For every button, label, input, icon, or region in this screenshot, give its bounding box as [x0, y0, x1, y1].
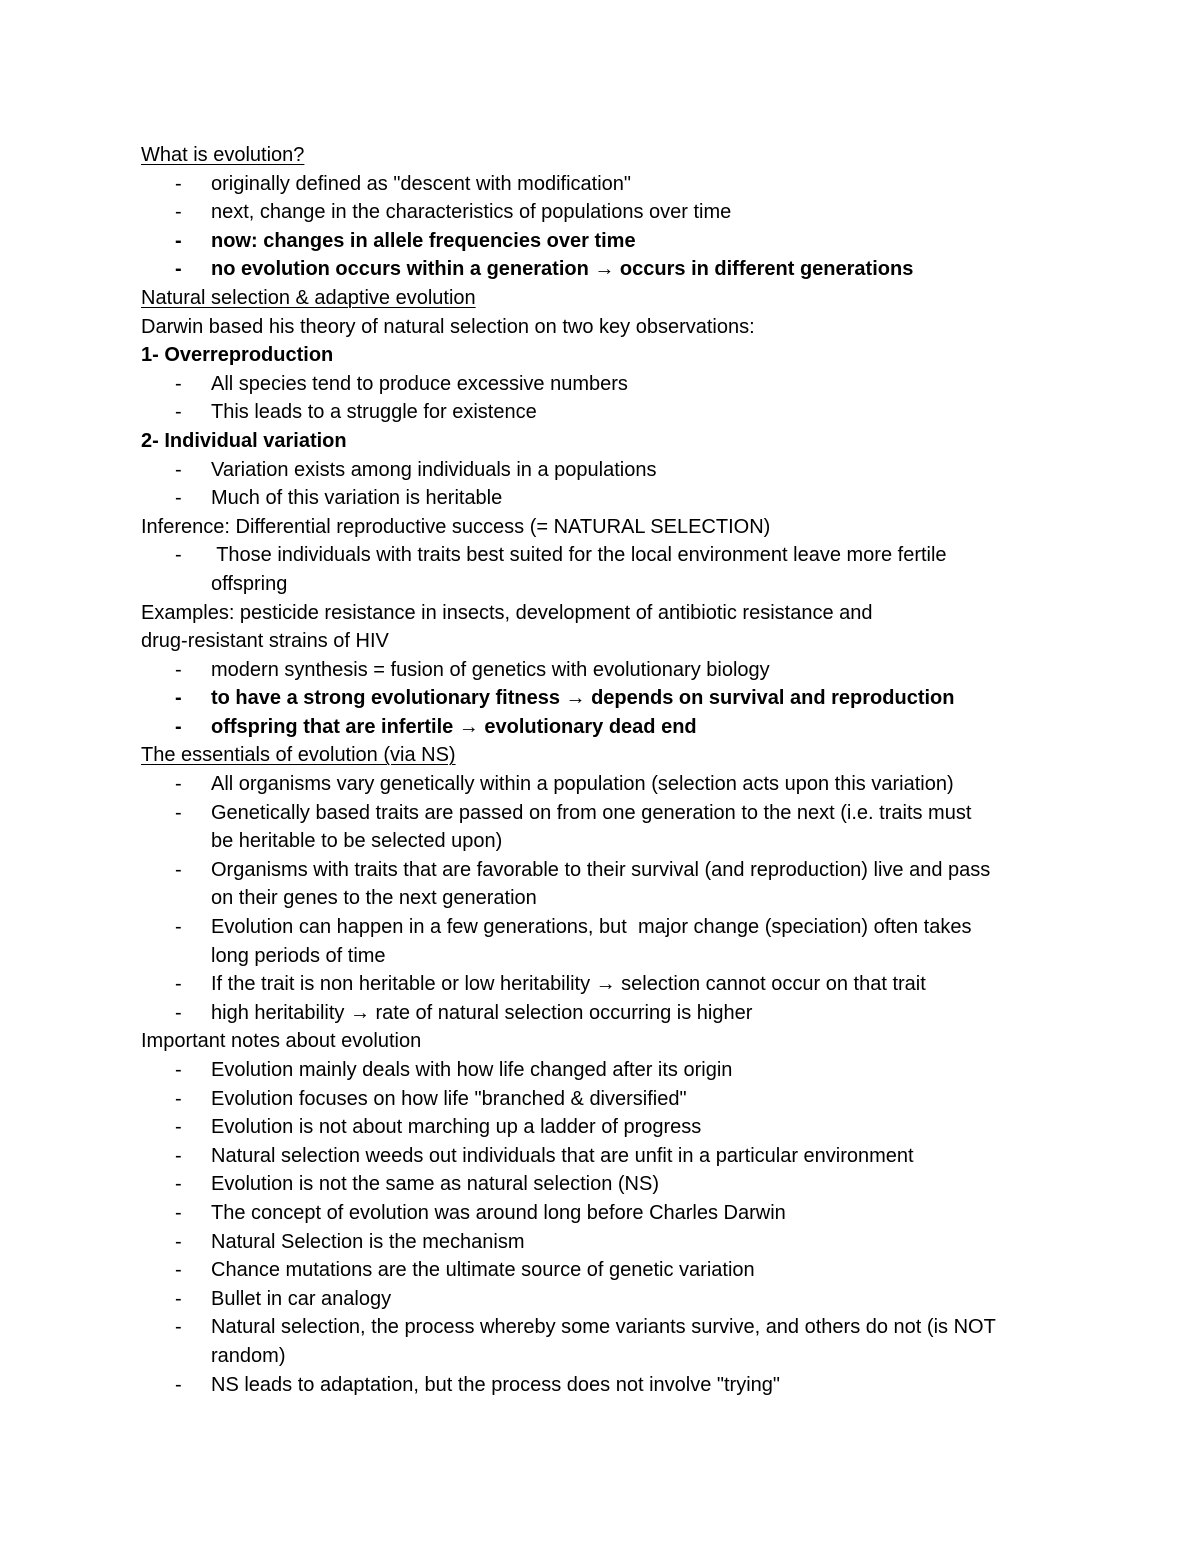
list-item: [141, 856, 1081, 913]
list-item: [141, 970, 1081, 999]
bullet-dash: -: [175, 372, 182, 395]
list-item-text: Natural selection, the process whereby some variants survive, and others do not (is NOT: [211, 1316, 996, 1339]
bullet-dash: -: [175, 1230, 182, 1253]
list-item-text: Bullet in car analogy: [211, 1287, 392, 1310]
list-item-text: modern synthesis = fusion of genetics with evolutionary biology: [211, 658, 770, 681]
list-item: [141, 713, 1081, 742]
section-heading-essentials: The essentials of evolution (via NS): [141, 744, 456, 767]
list-item-text-continued: random): [211, 1344, 286, 1367]
bullet-dash: -: [175, 715, 182, 738]
list-item: [141, 170, 1081, 199]
bullet-dash: -: [175, 858, 182, 881]
list-item-text: NS leads to adaptation, but the process does not involve "trying": [211, 1373, 780, 1396]
list-item: [141, 770, 1081, 799]
list-item: [141, 1256, 1081, 1285]
section-heading-what-is-evolution: What is evolution?: [141, 144, 305, 166]
list-item-text: Natural selection weeds out individuals that are unfit in a particular environment: [211, 1144, 914, 1167]
paragraph-intro: Darwin based his theory of natural selection on two key observations:: [141, 315, 755, 338]
list-item-text: to have a strong evolutionary fitness → depends on survival and reproduction: [211, 687, 955, 710]
bullet-dash: -: [175, 1087, 182, 1110]
list-item: [141, 1170, 1081, 1199]
list-item-text: All species tend to produce excessive numbers: [211, 372, 628, 395]
list-item: [141, 1113, 1081, 1142]
list-item-text-continued: be heritable to be selected upon): [211, 830, 503, 853]
list-item-text-continued: offspring: [211, 572, 288, 595]
list-item-text: originally defined as "descent with modification": [211, 172, 631, 195]
list-item: [141, 227, 1081, 256]
observation-title-overreproduction: 1- Overreproduction: [141, 344, 334, 367]
bullet-dash: -: [175, 487, 182, 510]
paragraph-examples-continued: drug-resistant strains of HIV: [141, 630, 389, 653]
list-item: [141, 456, 1081, 485]
bullet-list: [141, 656, 1081, 742]
list-item: [141, 684, 1081, 713]
list-item: [141, 913, 1081, 970]
bullet-list: [141, 456, 1081, 513]
list-item: [141, 656, 1081, 685]
document-page: [141, 141, 1081, 1399]
list-item-text: Variation exists among individuals in a populations: [211, 458, 657, 481]
list-item-text: offspring that are infertile → evolutionary dead end: [211, 715, 697, 738]
bullet-dash: -: [175, 1316, 182, 1339]
list-item-text: now: changes in allele frequencies over time: [211, 229, 636, 252]
list-item: [141, 484, 1081, 513]
list-item: [141, 398, 1081, 427]
list-item: [141, 1371, 1081, 1400]
list-item-text: Evolution is not about marching up a ladder of progress: [211, 1116, 702, 1139]
list-item: [141, 799, 1081, 856]
list-item-text: Genetically based traits are passed on from one generation to the next (i.e. traits must: [211, 801, 972, 824]
list-item: [141, 1056, 1081, 1085]
bullet-dash: -: [175, 458, 182, 481]
list-item-text: Evolution mainly deals with how life changed after its origin: [211, 1059, 733, 1081]
list-item: [141, 1199, 1081, 1228]
bullet-dash: -: [175, 229, 182, 252]
bullet-dash: -: [175, 801, 182, 824]
list-item-text: Chance mutations are the ultimate source of genetic variation: [211, 1259, 755, 1282]
bullet-dash: -: [175, 1059, 182, 1081]
list-item-text: Organisms with traits that are favorable to their survival (and reproduction) live and pass: [211, 858, 991, 881]
paragraph-examples: Examples: pesticide resistance in insects, development of antibiotic resistance and: [141, 601, 873, 624]
list-item-text: Those individuals with traits best suited for the local environment leave more fertile: [211, 544, 947, 567]
list-item-text: Evolution is not the same as natural selection (NS): [211, 1173, 659, 1196]
list-item-text: Evolution focuses on how life "branched & diversified": [211, 1087, 687, 1110]
list-item-text: Much of this variation is heritable: [211, 487, 503, 510]
bullet-dash: -: [175, 973, 182, 996]
paragraph-inference: Inference: Differential reproductive success (= NATURAL SELECTION): [141, 515, 771, 538]
list-item: [141, 999, 1081, 1028]
list-item-text: All organisms vary genetically within a population (selection acts upon this variation): [211, 773, 954, 796]
list-item: [141, 541, 1081, 598]
bullet-dash: -: [175, 1373, 182, 1396]
bullet-dash: -: [175, 401, 182, 424]
list-item: [141, 1285, 1081, 1314]
bullet-dash: -: [175, 1201, 182, 1224]
list-item: [141, 1313, 1081, 1370]
list-item-text: high heritability → rate of natural selection occurring is higher: [211, 1001, 753, 1024]
bullet-dash: -: [175, 1287, 182, 1310]
bullet-dash: -: [175, 658, 182, 681]
bullet-list: [141, 370, 1081, 427]
list-item: [141, 198, 1081, 227]
bullet-dash: -: [175, 687, 182, 710]
bullet-dash: -: [175, 773, 182, 796]
observation-title-individual-variation: 2- Individual variation: [141, 429, 347, 452]
list-item-text: The concept of evolution was around long before Charles Darwin: [211, 1201, 786, 1224]
list-item-text-continued: long periods of time: [211, 944, 386, 967]
list-item: [141, 1142, 1081, 1171]
list-item-text: Natural Selection is the mechanism: [211, 1230, 525, 1253]
list-item-text: no evolution occurs within a generation → occurs in different generations: [211, 258, 914, 281]
bullet-list: [141, 541, 1081, 598]
list-item-text: If the trait is non heritable or low heritability → selection cannot occur on that trait: [211, 973, 926, 996]
bullet-list: [141, 170, 1081, 284]
bullet-dash: -: [175, 1116, 182, 1139]
list-item: [141, 255, 1081, 284]
list-item: [141, 1228, 1081, 1257]
bullet-dash: -: [175, 258, 182, 281]
list-item: [141, 370, 1081, 399]
bullet-dash: -: [175, 201, 182, 224]
section-heading-important-notes: Important notes about evolution: [141, 1030, 422, 1053]
list-item-text: This leads to a struggle for existence: [211, 401, 537, 424]
list-item-text-continued: on their genes to the next generation: [211, 887, 537, 910]
bullet-list: [141, 1056, 1081, 1399]
bullet-dash: -: [175, 1001, 182, 1024]
bullet-dash: -: [175, 1173, 182, 1196]
list-item: [141, 1085, 1081, 1114]
section-heading-natural-selection: Natural selection & adaptive evolution: [141, 286, 476, 309]
list-item-text: Evolution can happen in a few generations, but major change (speciation) often takes: [211, 916, 972, 939]
bullet-list: [141, 770, 1081, 1027]
bullet-dash: -: [175, 1259, 182, 1282]
bullet-dash: -: [175, 172, 182, 195]
bullet-dash: -: [175, 544, 182, 567]
bullet-dash: -: [175, 1144, 182, 1167]
bullet-dash: -: [175, 916, 182, 939]
list-item-text: next, change in the characteristics of populations over time: [211, 201, 732, 224]
